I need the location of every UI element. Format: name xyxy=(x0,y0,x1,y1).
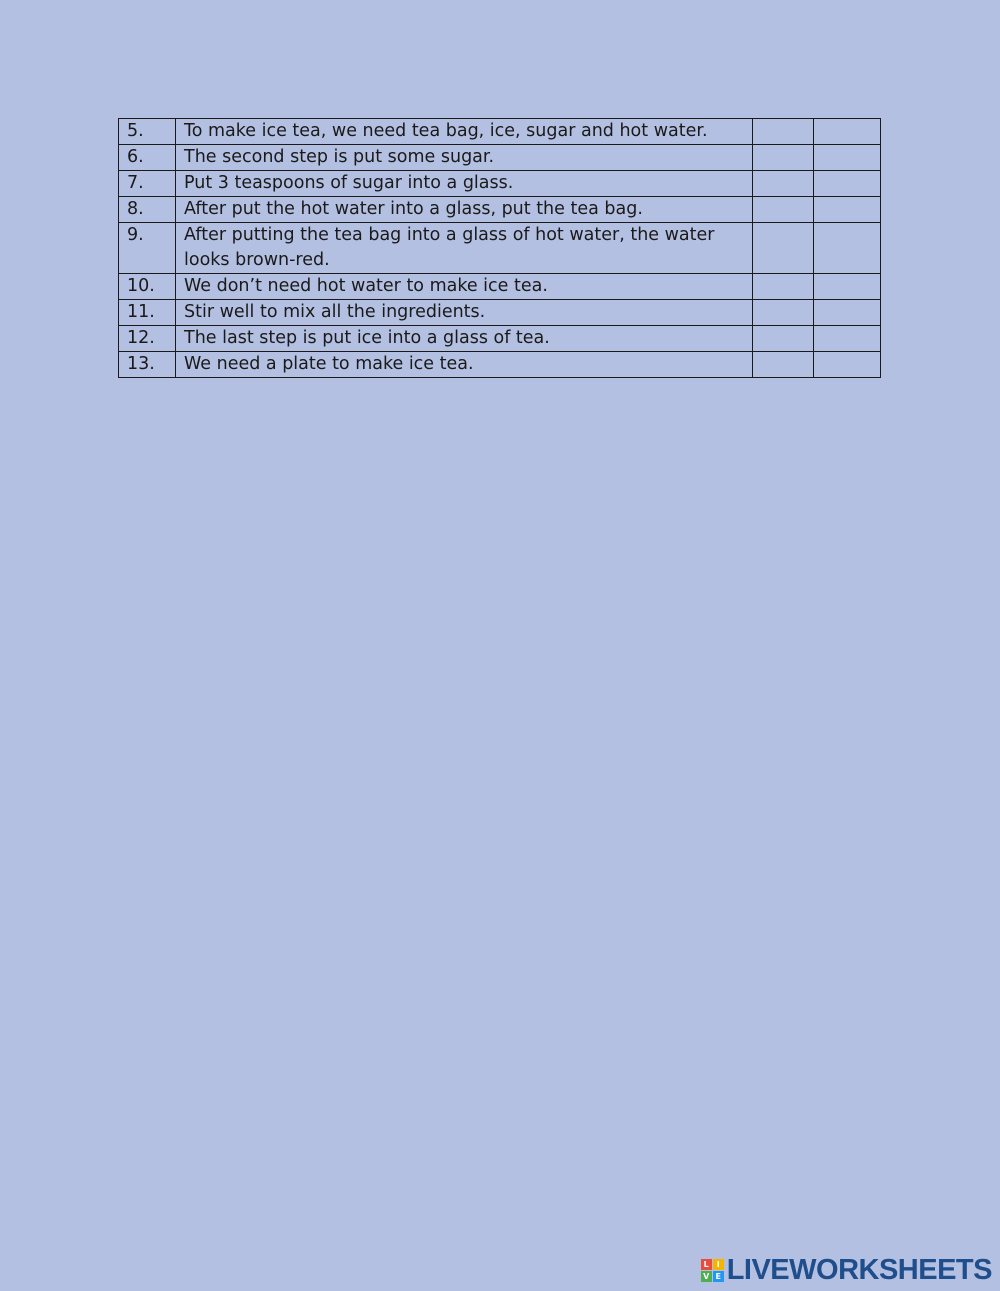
answer-box-false[interactable] xyxy=(814,274,881,300)
answer-box-true[interactable] xyxy=(753,119,814,145)
table-row xyxy=(119,352,881,378)
logo-mark-letter: V xyxy=(701,1271,712,1282)
table-row xyxy=(119,274,881,300)
answer-box-false[interactable] xyxy=(814,197,881,223)
statement-number: 12. xyxy=(119,326,176,352)
table-row xyxy=(119,119,881,145)
statement-text: After putting the tea bag into a glass of hot water, the water looks brown-red. xyxy=(176,223,753,274)
answer-box-true[interactable] xyxy=(753,223,814,274)
answer-box-true[interactable] xyxy=(753,145,814,171)
statement-number: 6. xyxy=(119,145,176,171)
statement-text: The last step is put ice into a glass of tea. xyxy=(176,326,753,352)
logo-mark-letter: I xyxy=(713,1259,724,1270)
answer-box-false[interactable] xyxy=(814,223,881,274)
table-row xyxy=(119,171,881,197)
answer-box-true[interactable] xyxy=(753,326,814,352)
table-row xyxy=(119,326,881,352)
table-row xyxy=(119,145,881,171)
table-row xyxy=(119,223,881,274)
answer-box-true[interactable] xyxy=(753,300,814,326)
answer-box-true[interactable] xyxy=(753,171,814,197)
answer-box-true[interactable] xyxy=(753,197,814,223)
statement-text: After put the hot water into a glass, put the tea bag. xyxy=(176,197,753,223)
true-false-table xyxy=(118,118,881,378)
answer-box-false[interactable] xyxy=(814,326,881,352)
statement-text: Stir well to mix all the ingredients. xyxy=(176,300,753,326)
answer-box-false[interactable] xyxy=(814,119,881,145)
statement-number: 10. xyxy=(119,274,176,300)
statement-number: 13. xyxy=(119,352,176,378)
statement-text: To make ice tea, we need tea bag, ice, sugar and hot water. xyxy=(176,119,753,145)
answer-box-false[interactable] xyxy=(814,300,881,326)
statement-number: 11. xyxy=(119,300,176,326)
answer-box-false[interactable] xyxy=(814,171,881,197)
logo-mark-letter: L xyxy=(701,1259,712,1270)
table-body xyxy=(119,119,881,378)
statement-text: Put 3 teaspoons of sugar into a glass. xyxy=(176,171,753,197)
logo-text: LIVEWORKSHEETS xyxy=(726,1253,992,1286)
statement-number: 8. xyxy=(119,197,176,223)
answer-box-false[interactable] xyxy=(814,145,881,171)
logo-mark-icon xyxy=(701,1259,724,1282)
statement-text: We don’t need hot water to make ice tea. xyxy=(176,274,753,300)
table-row xyxy=(119,300,881,326)
statement-number: 5. xyxy=(119,119,176,145)
statement-number: 7. xyxy=(119,171,176,197)
statement-text: We need a plate to make ice tea. xyxy=(176,352,753,378)
table-row xyxy=(119,197,881,223)
liveworksheets-logo xyxy=(701,1255,992,1285)
statement-text: The second step is put some sugar. xyxy=(176,145,753,171)
answer-box-true[interactable] xyxy=(753,352,814,378)
statement-number: 9. xyxy=(119,223,176,274)
answer-box-true[interactable] xyxy=(753,274,814,300)
answer-box-false[interactable] xyxy=(814,352,881,378)
logo-mark-letter: E xyxy=(713,1271,724,1282)
